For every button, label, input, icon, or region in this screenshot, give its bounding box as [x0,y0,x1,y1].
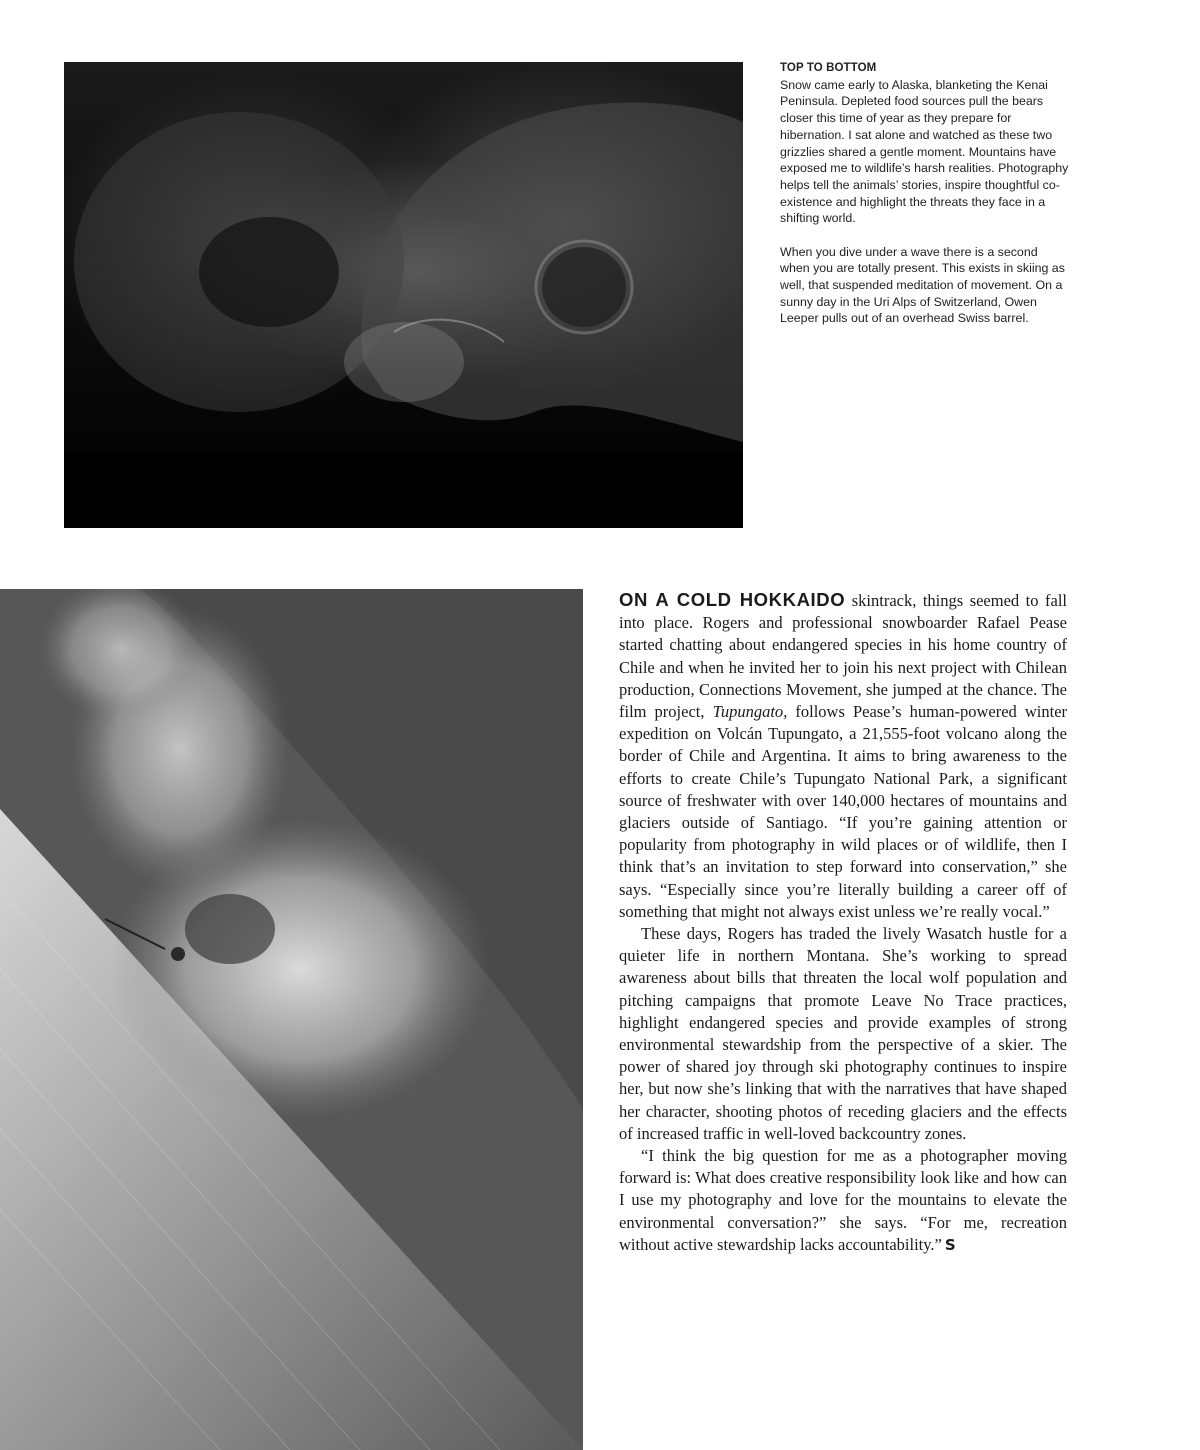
film-title: Tupungato [712,702,784,722]
article-paragraph-1-text-b: , follows Pease’s human-powered winter expedition on Volcán Tupungato, a 21,555-foot volcano along the border of Chile and Argentina. It aims to bring awareness to the efforts to create Chile’s Tupungato National Park, a significant source of freshwater with over 140,000 hectares of mountains and glaciers outside of Santiago. “If you’re gaining attention or popularity from photography in wild places or of wildlife, then I think that’s an invitation to step forward into conservation,” she says. “Especially since you’re literally building a career off of something that might not always exist unless we’re really vocal.” [619,702,1068,921]
end-mark-icon: S [944,1235,956,1254]
article-paragraph-3-text: “I think the big question for me as a photographer moving forward is: What does creative responsibility look like and how can I use my photography and love for the mountains to elevate the environmental conversation?” she says. “For me, recreation without active stewardship lacks accountability.” [619,1146,1067,1254]
bears-photo [64,62,743,528]
skier-photo [0,589,583,1450]
article-paragraph-1 [619,589,1067,923]
skier-photo-art [0,589,583,1450]
lead-in: ON A COLD HOKKAIDO [619,589,846,610]
photo-caption [780,60,1070,327]
bears-photo-art [64,62,743,528]
article-paragraph-3 [619,1145,1067,1256]
caption-paragraph-2: When you dive under a wave there is a second when you are totally present. This exists in skiing as well, that suspended meditation of movement. On a sunny day in the Uri Alps of Switzerland, Owen Leeper pulls out of an overhead Swiss barrel. [780,244,1065,326]
caption-paragraph-1: Snow came early to Alaska, blanketing the Kenai Peninsula. Depleted food sources pull the bears closer this time of year as they prepare for hibernation. I sat alone and watched as these two grizzlies shared a gentle moment. Mountains have exposed me to wildlife’s harsh realities. Photography helps tell the animals’ stories, inspire thoughtful co-existence and highlight the threats they face in a shifting world. [780,77,1069,226]
caption-heading: TOP TO BOTTOM [780,62,877,74]
article-body [619,589,1067,1256]
article-paragraph-2: These days, Rogers has traded the lively Wasatch hustle for a quieter life in northern Montana. She’s working to spread awareness about bills that threaten the local wolf population and pitching campaigns that promote Leave No Trace practices, highlight endangered species and provide examples of strong environmental stewardship from the perspective of a skier. The power of shared joy through ski photography continues to inspire her, but now she’s linking that with the narratives that have shaped her character, shooting photos of receding glaciers and the effects of increased traffic in well-loved backcountry zones. [619,924,1067,1143]
article-paragraph-1-text-a: skintrack, things seemed to fall into place. Rogers and professional snowboarder Rafael Pease started chatting about endangered species in his home country of Chile and when he invited her to join his next project with Chilean production, Connections Movement, she jumped at the chance. The film project, [619,591,1067,722]
